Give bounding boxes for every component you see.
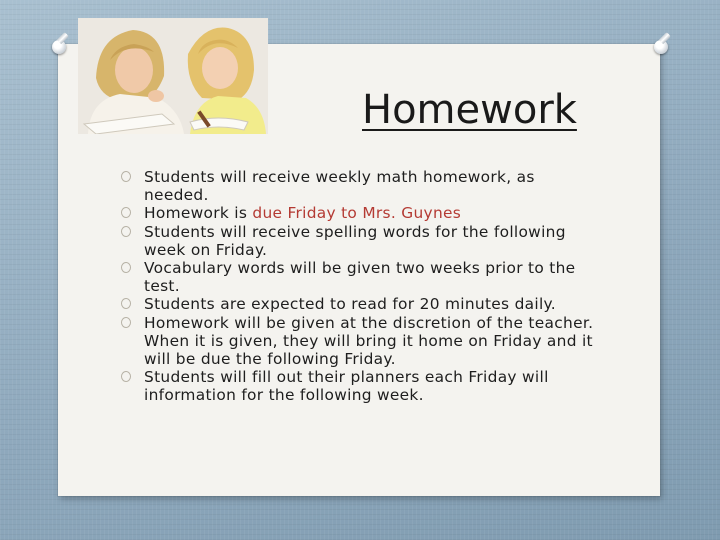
push-pin-left-icon [52, 40, 66, 54]
bullet-list [120, 168, 600, 405]
list-item: Students will receive weekly math homework, as needed. [120, 168, 600, 204]
hollow-circle-bullet-icon [121, 171, 131, 182]
list-item: Students will fill out their planners each Friday will information for the following week. [120, 368, 600, 404]
list-item: Students will receive spelling words for the following week on Friday. [120, 223, 600, 259]
hollow-circle-bullet-icon [121, 298, 131, 309]
highlighted-due-date: due Friday to Mrs. Guynes [252, 204, 462, 223]
hollow-circle-bullet-icon [121, 226, 131, 237]
mother-daughter-photo [78, 18, 268, 134]
list-item: Vocabulary words will be given two weeks prior to the test. [120, 259, 600, 295]
hollow-circle-bullet-icon [121, 371, 131, 382]
hollow-circle-bullet-icon [121, 262, 131, 273]
list-item: Homework will be given at the discretion of the teacher. When it is given, they will bring it home on Friday and it will be due the following Friday. [120, 314, 600, 369]
list-item: Homework is due Friday to Mrs. Guynes [120, 204, 600, 222]
push-pin-right-icon [654, 40, 668, 54]
hollow-circle-bullet-icon [121, 207, 131, 218]
page-title: Homework [362, 87, 577, 133]
list-item: Students are expected to read for 20 minutes daily. [120, 295, 600, 313]
hollow-circle-bullet-icon [121, 317, 131, 328]
